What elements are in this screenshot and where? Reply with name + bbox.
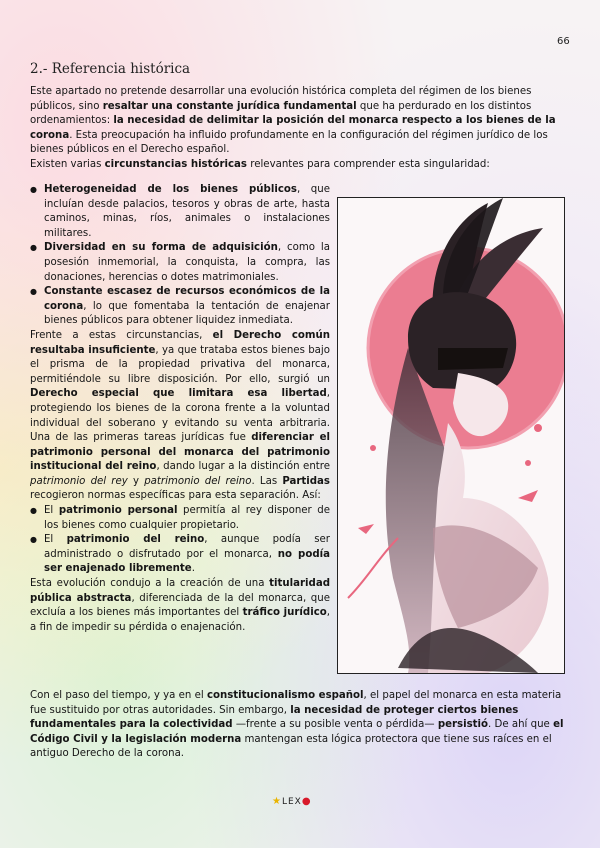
text-run: El [44,505,59,517]
text-run: . [191,563,195,575]
intro-section [30,85,574,173]
bold-text: Partidas [282,475,330,487]
bold-text: tráfico jurídico [242,607,327,619]
text-run: , diferenciada de la del monarca, que excluía a los bienes más importantes del [30,592,330,619]
italic-text: patrimonio del rey [30,475,128,487]
bold-text: resaltar una constante jurídica fundamental [102,100,357,112]
bold-text: titularidad pública abstracta [30,578,330,604]
bold-text: Diversidad en su forma de adquisición [44,242,278,254]
closing-section [30,689,576,762]
text-run: Esta evolución condujo a la creación de una [30,578,270,590]
list-item [30,241,330,285]
bold-text: circunstancias históricas [104,158,247,170]
text-run: , lo que fomentaba la tentación de enajenar bienes públicos para obtener liquidez inmediata. [44,300,330,327]
text-run: permitía al rey disponer de los bienes como cualquier propietario. [44,505,331,531]
text-run: , dando lugar a la distinción entre [156,461,331,473]
text-run: , el papel del monarca en esta materia fue sustituido por otras autoridades. Sin embargo, [30,690,562,716]
bold-text: patrimonio del reino [66,534,205,546]
patrimonio-list [30,504,330,577]
text-run: y [127,475,145,487]
text-run: . De ahí que [488,719,554,731]
text-run: que ha perdurado en los distintos ordenamientos: [30,100,532,127]
text-run: Este apartado no pretende desarrollar una evolución histórica completa del régimen de los bienes públicos, sino [30,86,532,112]
evolucion-paragraph [30,577,330,635]
text-run: , protegiendo los bienes de la corona frente a la voluntad individual del soberano y evitando su venta arbitraria. Una de las primeras tareas jurídicas fue [30,388,330,444]
list-item [30,285,330,329]
footer-text: LEX [281,797,302,807]
bold-text: no podía ser enajenado libremente [44,548,331,575]
bold-text: Constante escasez de recursos económicos de la corona [44,286,330,312]
helmeted-woman-illustration [337,197,565,674]
bold-text: Derecho especial que limitara esa libertad [30,388,327,400]
bold-text: patrimonio personal [58,505,178,517]
text-run: Existen varias [30,158,105,170]
intro-paragraph [30,85,574,158]
page-number: 66 [557,36,570,47]
bold-text: la necesidad de delimitar la posición del monarca respecto a los bienes de la corona [30,115,556,141]
text-run: . Esta preocupación ha influido profundamente en la configuración del régimen jurídico de los bienes públicos en el Derecho español. [30,129,548,156]
bold-text: la necesidad de proteger ciertos bienes fundamentales para la colectividad [30,704,519,731]
bold-text: constitucionalismo español [206,690,364,701]
list-item [30,183,330,241]
text-run: , aunque podía ser administrado o disfrutado por el monarca, [44,534,330,560]
derecho-comun-paragraph [30,329,330,504]
text-run: , ya que trataba estos bienes bajo el prisma de la propiedad privativa del monarca, permitiéndole su libre disposición. Por ello, surgió un [30,344,330,385]
closing-paragraph [30,689,576,762]
bold-text: el Código Civil y la legislación moderna [30,719,564,745]
text-run: , a fin de impedir su pérdida o enajenación. [30,607,330,633]
bold-text: persistió [437,719,489,731]
text-run: El [44,534,67,546]
bold-text: el Derecho común resultaba insuficiente [30,329,330,356]
illustration-art [338,198,564,673]
text-run: Frente a estas circunstancias, [30,329,213,341]
circumstances-lead [30,158,574,173]
bold-text: diferenciar el patrimonio personal del monarca del patrimonio institucional del reino [30,432,330,473]
list-item [30,533,330,577]
star-icon: ★ [272,796,282,807]
text-run: mantengan esta lógica protectora que tiene sus raíces en el antiguo Derecho de la corona. [30,733,552,760]
footer-logo [272,796,312,807]
blood-drop-icon: ● [301,796,312,807]
text-run: relevantes para comprender esta singularidad: [247,158,490,170]
text-run: Con el paso del tiempo, y ya en el [30,690,207,701]
italic-text: patrimonio del reino [144,475,252,487]
text-run: , que incluían desde palacios, tesoros y obras de arte, hasta caminos, minas, ríos, animales o instalaciones militares. [44,184,331,239]
text-run: recogieron normas específicas para esta separación. Así: [30,490,321,502]
list-item [30,504,330,533]
left-column [30,183,330,635]
text-run: . Las [251,475,283,487]
text-run: —frente a su posible venta o pérdida— [232,719,438,731]
bold-text: Heterogeneidad de los bienes públicos [44,184,297,195]
section-title: 2.- Referencia histórica [30,61,191,77]
text-run: , como la posesión inmemorial, la conquista, la compra, las donaciones, herencias o dotes matrimoniales. [44,242,330,283]
circumstances-list [30,183,330,329]
